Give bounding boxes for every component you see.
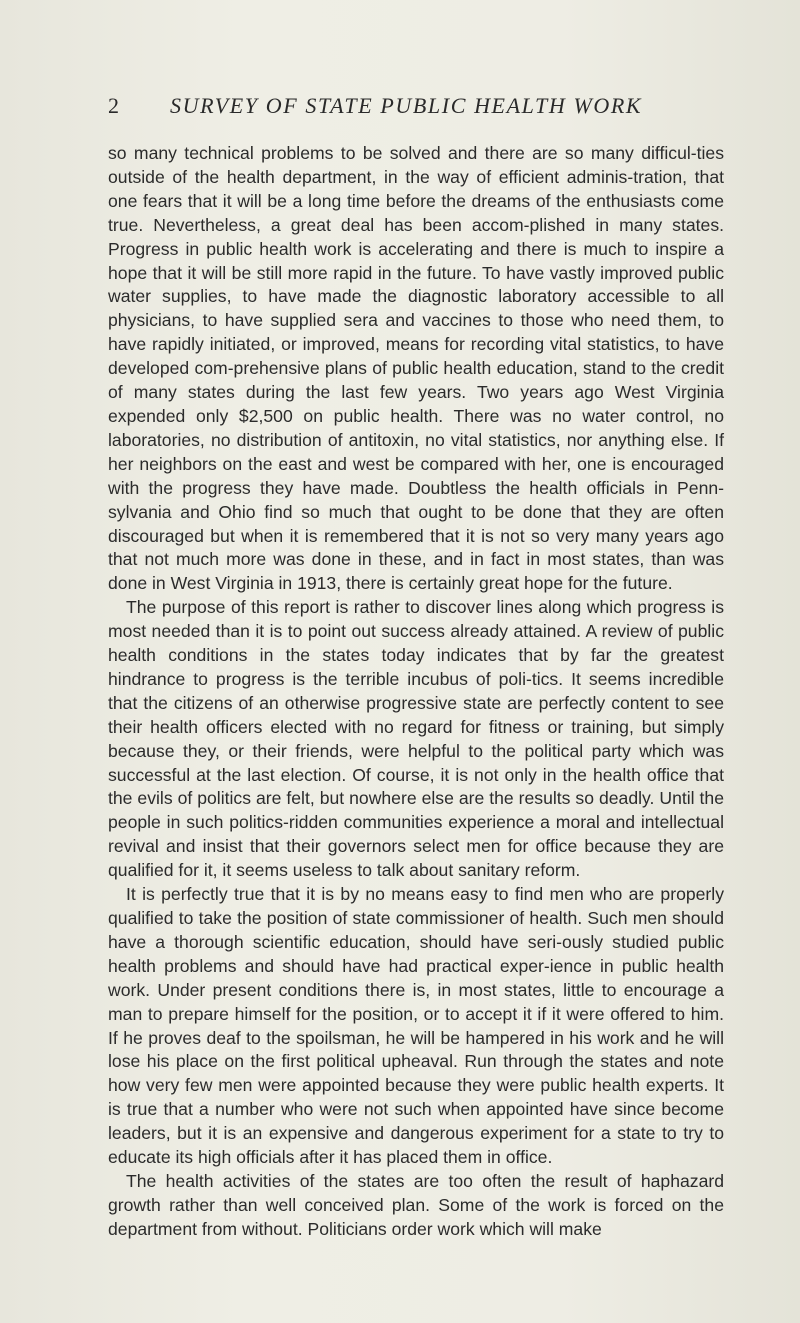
paragraph: It is perfectly true that it is by no means easy to find men who are properly qualified to take the position of state commissioner of health. Such men should have a thorough scientific education, should have seri-ously studied public health problems and should have had practical exper-ience in public health work. Under present conditions there is, in most states, little to encourage a man to prepare himself for the position, or to accept it if it were offered to him. If he proves deaf to the spoilsman, he will be hampered in his work and he will lose his place on the first political upheaval. Run through the states and note how very few men were appointed because they were public health experts. It is true that a number who were not such when appointed have since become leaders, but it is an expensive and dangerous experiment for a state to try to educate its high officials after it has placed them in office. [108,884,724,1168]
page-number: 2 [108,93,119,118]
body-text [108,142,724,1242]
paragraph: so many technical problems to be solved and there are so many difficul-ties outside of the health department, in the way of efficient adminis-tration, that one fears that it will be a long time before the dreams of the enthusiasts come true. Nevertheless, a great deal has been accom-plished in many states. Progress in public health work is accelerating and there is much to inspire a hope that it will be still more rapid in the future. To have vastly improved public water supplies, to have made the diagnostic laboratory accessible to all physicians, to have supplied sera and vaccines to those who need them, to have rapidly initiated, or improved, means for recording vital statistics, to have developed com-prehensive plans of public health education, stand to the credit of many states during the last few years. Two years ago West Virginia expended only $2,500 on public health. There was no water control, no laboratories, no distribution of antitoxin, no vital statistics, nor anything else. If her neighbors on the east and west be compared with her, one is encouraged with the progress they have made. Doubtless the health officials in Penn-sylvania and Ohio find so much that ought to be done that they are often discouraged but when it is remembered that it is not so very many years ago that not much more was done in these, and in fact in most states, than was done in West Virginia in 1913, there is certainly great hope for the future. [108,143,724,594]
running-title: SURVEY OF STATE PUBLIC HEALTH WORK [170,93,643,118]
paragraph: The purpose of this report is rather to discover lines along which progress is most needed than it is to point out success already attained. A review of public health conditions in the states today indicates that by far the greatest hindrance to progress is the terrible incubus of poli-tics. It seems incredible that the citizens of an otherwise progressive state are perfectly content to see their health officers elected with no regard for fitness or training, but simply because they, or their friends, were helpful to the political party which was successful at the last election. Of course, it is not only in the health office that the evils of politics are felt, but nowhere else are the results so deadly. Until the people in such politics-ridden communities experience a moral and intellectual revival and insist that their governors select men for office because they are qualified for it, it seems useless to talk about sanitary reform. [108,597,724,881]
paragraph: The health activities of the states are too often the result of haphazard growth rather than well conceived plan. Some of the work is forced on the department from without. Politicians order work which will make [108,1170,724,1239]
page-header [108,92,708,124]
